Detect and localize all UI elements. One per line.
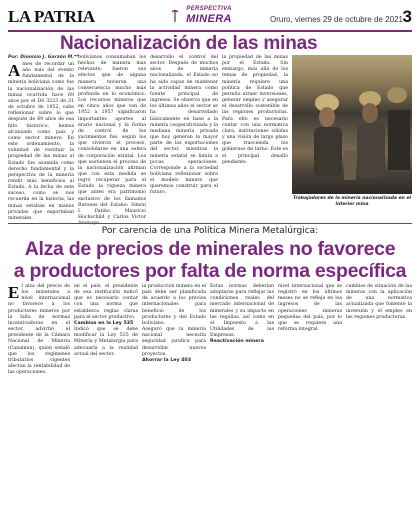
article1-dropcap: A [8, 61, 21, 80]
article1-column-4: la propiedad de las minas por el Estado. Sin embargo, más allá de los temas de propiedad, la minería requiere una política de Estado que permita atraer inversiones, generar empleo y asegurar el desarrollo sostenible de las regiones productoras. Para ello es necesario contar con una normativa clara, instituciones sólidas y una visión de largo plazo que trascienda los gobiernos de turno. Éste es el principal desafío pendiente. [222, 55, 288, 165]
newspaper-brand: LA PATRIA [8, 7, 95, 26]
masthead [8, 6, 412, 30]
page-number: 3 [402, 7, 412, 26]
article2-column-6: cambios de situación de las mineras con la aplicación de una normativa actualizada que fomente la inversión y el empleo en las regiones productoras. [346, 284, 412, 320]
article2-col2-text: en el país, el presidente de esa institución indicó que es necesario contar con una norma que establezca reglas claras para el sector productivo. [74, 284, 138, 320]
article2-column-4 [210, 284, 274, 518]
article2-col3-text: la producción minera en el país debe ser planificada de acuerdo a los precios internacionales para beneficio de los productores y del Estado boliviano. [142, 284, 206, 326]
article2-column-1 [8, 284, 70, 518]
article2-col3b-text: Aseguró que la minería nacional necesita seguridad jurídica para desarrollar nuevos proyectos. [142, 327, 206, 357]
section-label-main: MINERA [186, 13, 232, 25]
header-rule [8, 30, 412, 32]
article2-col2-subhead: Cambios en la Ley 535 [74, 320, 134, 326]
article1-col1-text: ntes de recordar un año más del evento fundamental de la minería boliviana como fue la nacionalización de las minas ocurrida hace 69 años por el DS 3223 de 31 de octubre de 1952, cabe reflexionar sobre lo que después de 69 años de esa hito histórico, hemos alcanzado como país y como sector minero. En este ordenamiento, la voluntad de restituir la propiedad de las minas al Estado fue asumida como derecho fundamental y la perspectiva de la minería rendir más beneficios al Estado. A la fecha de este suceso, como se nos recuerda en la historia, las minas estaban en manos privadas que exportaban minerales. [8, 62, 74, 221]
article2-column-5: nivel internacional que se registró en los últimos meses no se refleja en los ingresos de las operaciones mineras pequeñas del país, por lo que se requiere una reforma integral. [278, 284, 342, 333]
article1-photo [292, 55, 412, 194]
article2-col2b-text: Indicó que se debe modificar la Ley 535 de Minería y Metalurgia para adecuarla a la realidad actual del sector. [74, 327, 138, 357]
section-divider [8, 223, 412, 224]
article2-col1-text: l alza del precio de los minerales a nivel internacional no favorece a los productores mineros por la falta de normas incentivadoras en el sector, advirtió el presidente de la Cámara Nacional de Minería (Canalmin), quien señaló que los regímenes tributarios vigentes afectan la rentabilidad de las operaciones. [8, 284, 70, 376]
article2-col4-subhead: Reactivación minera [210, 339, 264, 345]
article2-headline-line2: a productores por falta de norma específica [13, 260, 407, 282]
section-label-top: PERSPECTIVA [186, 6, 232, 12]
article1-byline: Por: Dionisio J. Garzón M.** [8, 55, 79, 60]
article1-column-2: bolivianos consumaban los hechos de manera más relevante: fueron sus efectos que de alguna manera tuvieron una consecuencia mucho más profunda en lo económico. Los recursos mineros que en cinco años que van de 1952 a 1957 significaron importantes aportes al erario nacional y la forma de control de los yacimientos fue, según los que vivieron el proceso, consolidarse en una esfera de corporación estatal. Los que sostienen el proceso de la nacionalización afirman que con esta medida se logró recuperar para el Estado la riqueza minera que antes era patrimonio exclusivo de los llamados Barones del Estaño: Simón I. Patiño, Mauricio Hochschild y Carlos Víctor [78, 55, 146, 221]
article2-headline-line1: Alza de precios de minerales no favorece [24, 238, 396, 260]
article2-dropcap: E [8, 283, 20, 302]
article2-kicker: Por carencia de una Política Minera Metalúrgica: [101, 226, 319, 236]
article2-col3-subhead: Ahorrar la Ley 403 [142, 357, 191, 363]
dateline: Oruro, viernes 29 de octubre de 2021 [270, 15, 403, 24]
section-badge [178, 6, 240, 30]
article1-column-3: desarrollo el control del sector. Después de muchos años de minería nacionalizada, el Estado no ha sido capaz de mantener la actividad minera como fuente principal de ingresos. Se observa que en los últimos años el sector se ha desarrollado básicamente en base a la minería cooperativizada y la mediana minería privada que hoy generan la mayor parte de las exportaciones del sector, mientras la minería estatal se limita a pocas operaciones. Corresponde a la sociedad boliviana reflexionar sobre el modelo minero que queremos construir para el futuro. [150, 55, 218, 196]
article1-photo-caption: Trabajadores de la minería nacionalizada en el interior mina [292, 196, 412, 207]
pickaxe-icon [171, 9, 179, 23]
article1-column-1 [8, 62, 74, 220]
article2-headline [0, 238, 420, 282]
article2-col4-text: Estas normas deberían adoptarse para reflejar las condiciones reales del mercado internacional de minerales y su impacto en las regalías, así como en el Impuesto a las Utilidades de las Empresas. [210, 284, 274, 339]
miners-photo-illustration [292, 55, 412, 194]
article2-column-2 [74, 284, 138, 518]
article2-column-3 [142, 284, 206, 518]
article1-headline: Nacionalización de las minas [60, 33, 318, 54]
